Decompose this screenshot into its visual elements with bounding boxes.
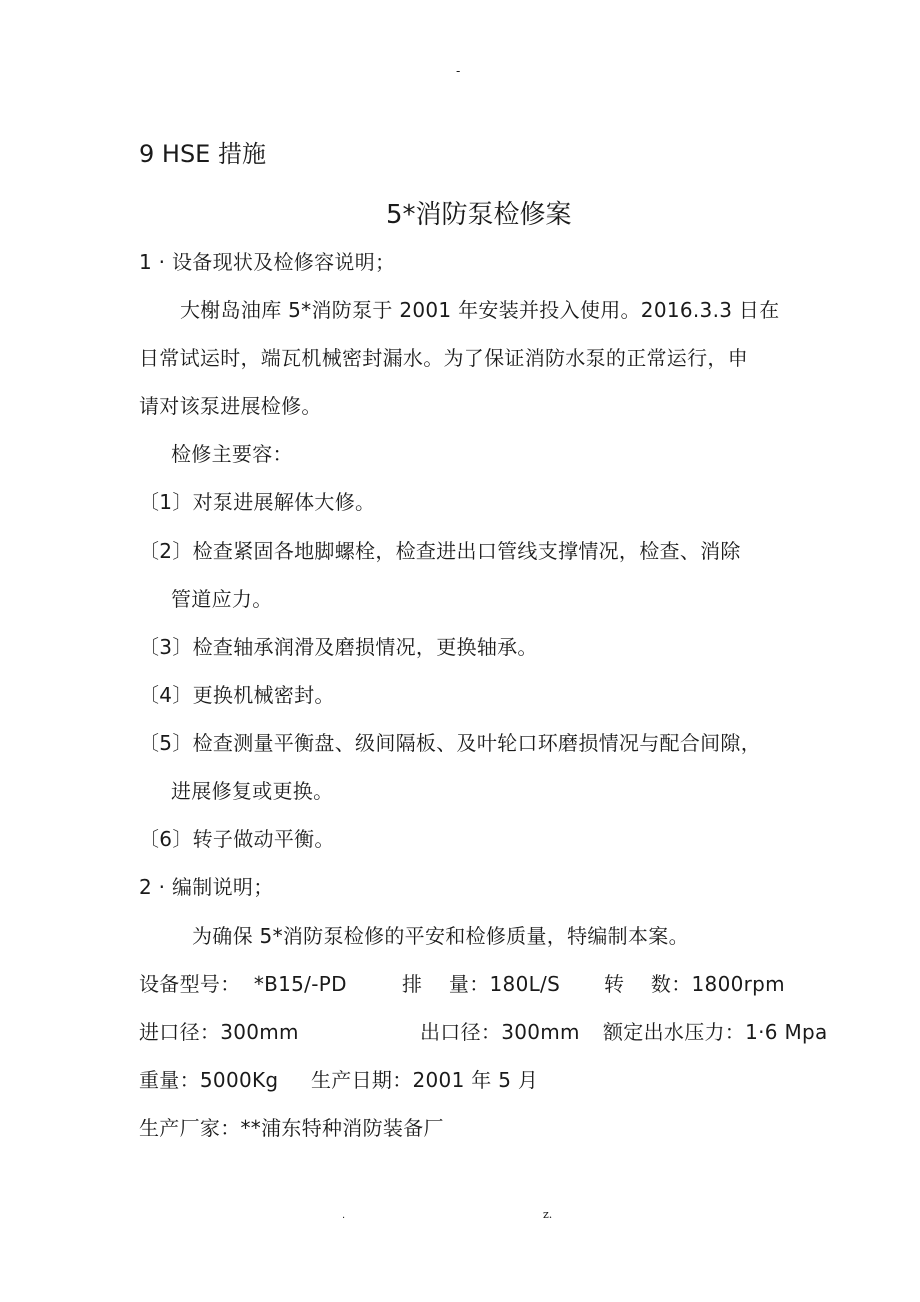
body-line: 1 · 设备现状及检修容说明； <box>139 250 396 274</box>
spec-field: 额定出水压力：1·6 Mpa <box>603 1020 828 1044</box>
header-mark: - <box>456 64 461 78</box>
section-heading: 9 HSE 措施 <box>139 140 266 168</box>
body-line: 〔5〕检查测量平衡盘、级间隔板、及叶轮口环磨损情况与配合间隙， <box>139 731 762 755</box>
body-line: 〔6〕转子做动平衡。 <box>139 827 335 851</box>
spec-field: 生产日期：2001 年 5 月 <box>311 1068 539 1092</box>
document-title: 5*消防泵检修案 <box>386 200 572 230</box>
spec-field: 转 数：1800rpm <box>604 972 785 996</box>
spec-field: 进口径：300mm <box>139 1020 299 1044</box>
body-line: 大榭岛油库 5*消防泵于 2001 年安装并投入使用。2016.3.3 日在 <box>180 298 780 322</box>
footer-left-mark: . <box>342 1210 346 1221</box>
spec-field: 设备型号： *B15/-PD <box>139 972 347 996</box>
body-line: 〔2〕检查紧固各地脚螺栓，检查进出口管线支撑情况，检查、消除 <box>139 539 741 563</box>
spec-field: 生产厂家：**浦东特种消防装备厂 <box>139 1116 444 1140</box>
body-line: 〔3〕检查轴承润滑及磨损情况，更换轴承。 <box>139 635 538 659</box>
body-line: 日常试运时，端瓦机械密封漏水。为了保证消防水泵的正常运行，申 <box>139 346 748 370</box>
body-line: 〔1〕对泵进展解体大修。 <box>139 490 376 514</box>
spec-field: 重量：5000Kg <box>139 1068 279 1092</box>
body-line: 请对该泵进展检修。 <box>139 394 322 418</box>
body-line: 检修主要容： <box>171 442 293 466</box>
spec-field: 排 量：180L/S <box>402 972 561 996</box>
body-line: 为确保 5*消防泵检修的平安和检修质量，特编制本案。 <box>192 924 689 948</box>
body-line: 管道应力。 <box>171 587 273 611</box>
body-line: 2 · 编制说明； <box>139 875 274 899</box>
spec-field: 出口径：300mm <box>420 1020 580 1044</box>
body-line: 〔4〕更换机械密封。 <box>139 683 335 707</box>
footer-right-mark: z. <box>543 1208 553 1221</box>
body-line: 进展修复或更换。 <box>171 779 334 803</box>
